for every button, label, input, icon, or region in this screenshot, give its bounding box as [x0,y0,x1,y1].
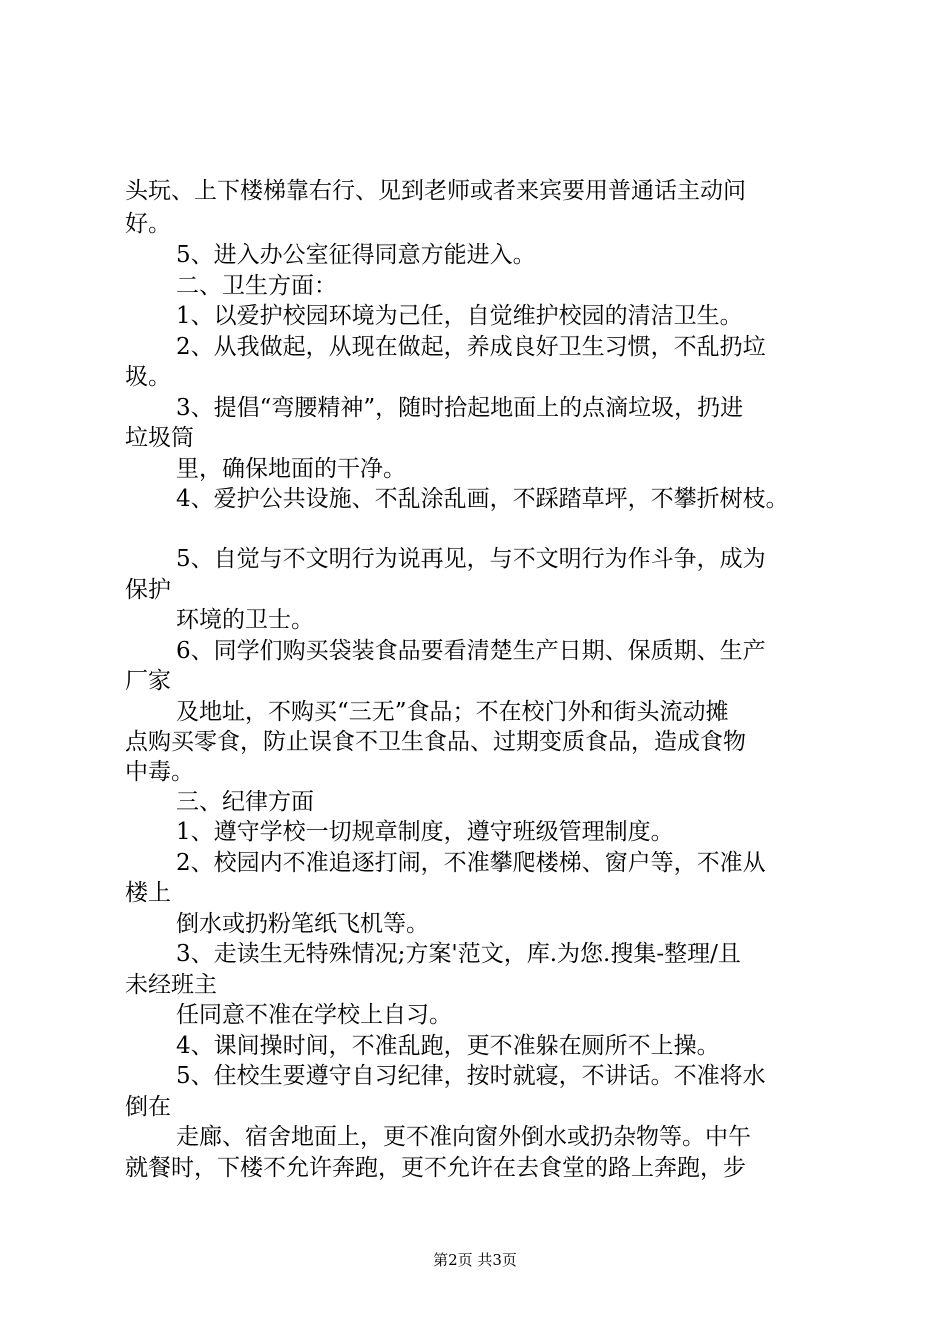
text-line: 1、遵守学校一切规章制度，遵守班级管理制度。 [176,819,674,845]
text-line: 倒在 [125,1094,171,1120]
text-line: 垃圾筒 [125,425,194,451]
text-line: 楼上 [125,880,171,906]
section-heading: 三、纪律方面 [176,789,314,815]
text-line: 5、住校生要遵守自习纪律，按时就寝，不讲话。不准将水 [176,1063,766,1089]
text-line: 中毒。 [125,759,194,785]
text-line: 3、走读生无特殊情况;方案'范文，库.为您.搜集-整理/且 [176,941,741,967]
text-line: 3、提倡“弯腰精神”，随时拾起地面上的点滴垃圾，扔进 [176,395,744,421]
text-line: 圾。 [125,364,171,390]
text-line: 厂家 [125,668,171,694]
text-line: 5、自觉与不文明行为说再见，与不文明行为作斗争，成为 [176,546,766,572]
text-line: 4、课间操时间，不准乱跑，更不准躲在厕所不上操。 [176,1033,720,1059]
text-line: 任同意不准在学校上自习。 [176,1002,452,1028]
text-line: 头玩、上下楼梯靠右行、见到老师或者来宾要用普通话主动问 [125,178,746,204]
text-line: 6、同学们购买袋装食品要看清楚生产日期、保质期、生产 [176,638,766,664]
text-line: 1、以爱护校园环境为己任，自觉维护校园的清洁卫生。 [176,303,743,329]
text-line: 走廊、宿舍地面上，更不准向窗外倒水或扔杂物等。中午 [176,1124,751,1150]
text-line: 未经班主 [125,972,217,998]
text-line: 点购买零食，防止误食不卫生食品、过期变质食品，造成食物 [125,729,746,755]
text-line: 好。 [125,211,171,237]
text-line: 2、校园内不准追逐打闹，不准攀爬楼梯、窗户等，不准从 [176,850,766,876]
text-line: 环境的卫士。 [176,607,314,633]
text-line: 2、从我做起，从现在做起，养成良好卫生习惯，不乱扔垃 [176,334,766,360]
page-footer: 第2页 共3页 [433,1251,517,1269]
text-line: 4、爱护公共设施、不乱涂乱画，不踩踏草坪，不攀折树枝。 [176,486,789,512]
text-line: 倒水或扔粉笔纸飞机等。 [176,911,429,937]
text-line: 保护 [125,577,171,603]
text-line: 就餐时，下楼不允许奔跑，更不允许在去食堂的路上奔跑，步 [125,1155,746,1181]
section-heading: 二、卫生方面： [176,273,337,299]
text-line: 里，确保地面的干净。 [176,456,406,482]
text-line: 及地址，不购买“三无”食品；不在校门外和街头流动摊 [176,699,729,725]
text-line: 5、进入办公室征得同意方能进入。 [176,242,536,268]
